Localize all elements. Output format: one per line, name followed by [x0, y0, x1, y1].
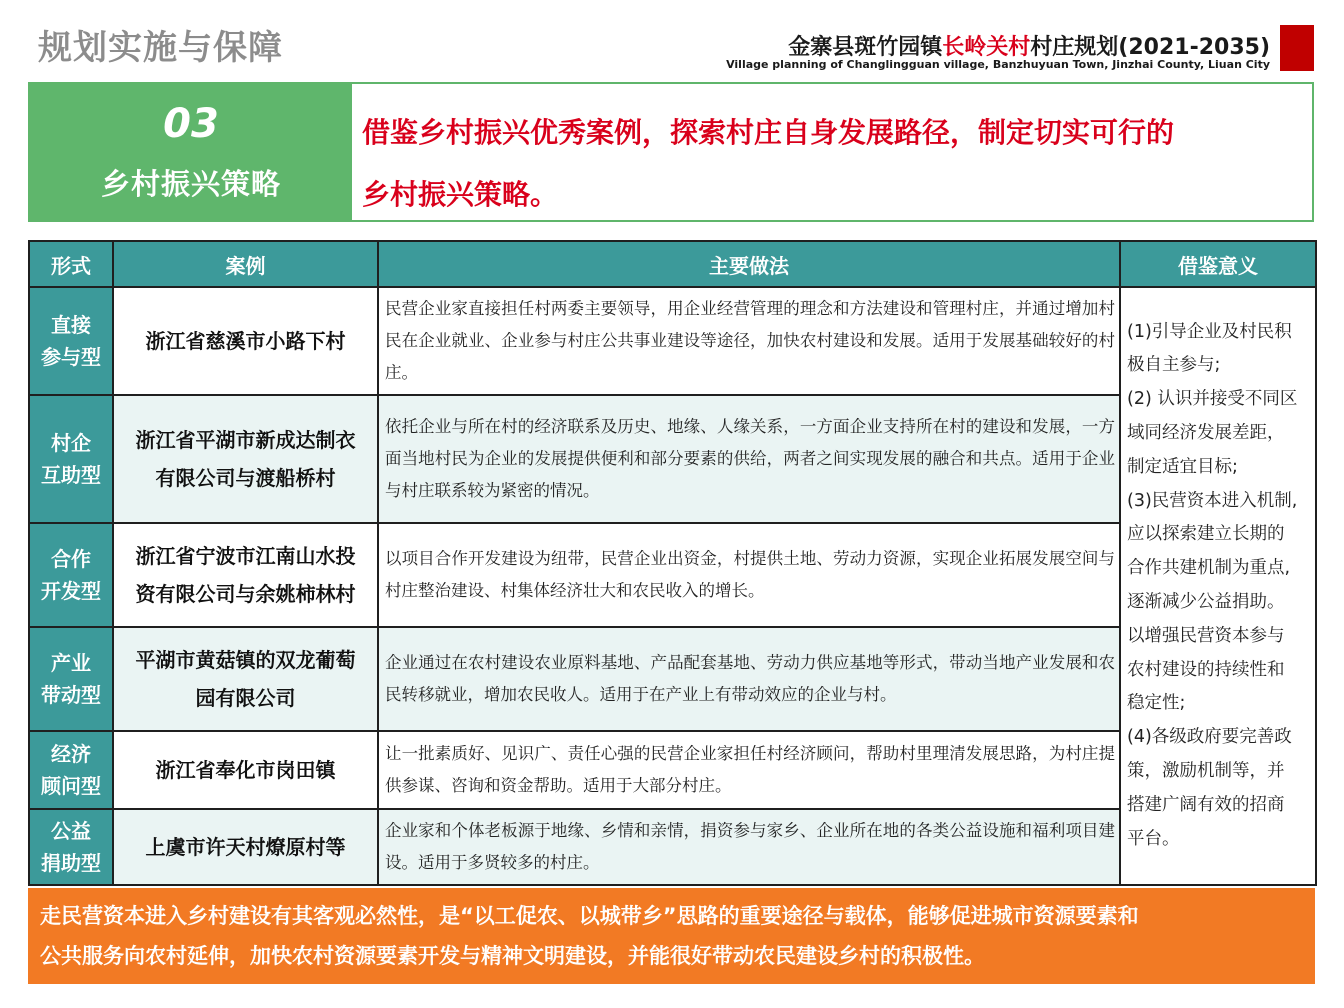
method-cell: 以项目合作开发建设为纽带，民营企业出资金，村提供土地、劳动力资源，实现企业拓展发展空间与村庄整治建设、村集体经济壮大和农民收入的增长。	[378, 523, 1120, 627]
case-line: 上虞市许天村燎原村等	[145, 835, 346, 859]
significance-line: 以增强民营资本参与	[1127, 625, 1285, 646]
form-line: 公益	[51, 819, 91, 843]
significance-line: 极自主参与;	[1127, 355, 1221, 376]
method-cell: 让一批素质好、见识广、责任心强的民营企业家担任村经济顾问，帮助村里理清发展思路，为村庄提供参谋、咨询和资金帮助。适用于大部分村庄。	[378, 731, 1120, 809]
significance-line: (1)引导企业及村民积	[1127, 321, 1292, 342]
significance-line: 应以探索建立长期的	[1127, 524, 1285, 545]
form-line: 经济	[51, 742, 91, 766]
case-cell	[113, 287, 378, 395]
strategy-number: 03	[163, 100, 219, 147]
significance-line: 搭建广阔有效的招商	[1127, 794, 1285, 815]
case-line: 平湖市黄菇镇的双龙葡萄	[135, 648, 356, 672]
strategy-statement-line: 乡村振兴策略。	[362, 178, 559, 211]
case-line: 园有限公司	[195, 686, 296, 710]
significance-line: 域同经济发展差距，	[1127, 423, 1285, 444]
form-cell	[29, 287, 113, 395]
strategy-label: 乡村振兴策略	[100, 166, 281, 201]
strategy-statement-line: 借鉴乡村振兴优秀案例，探索村庄自身发展路径，制定切实可行的	[362, 116, 1175, 149]
significance-line: 平台。	[1127, 828, 1180, 849]
case-line: 浙江省宁波市江南山水投	[135, 544, 356, 568]
form-line: 捐助型	[41, 851, 101, 875]
form-line: 带动型	[41, 683, 101, 707]
brand-red-block	[1280, 25, 1314, 71]
case-line: 浙江省平湖市新成达制衣	[135, 428, 356, 452]
significance-line: (2) 认识并接受不同区	[1127, 389, 1298, 410]
case-cell	[113, 809, 378, 885]
method-cell: 民营企业家直接担任村两委主要领导，用企业经营管理的理念和方法建设和管理村庄，并通过增加村民在企业就业、企业参与村庄公共事业建设等途径，加快农村建设和发展。适用于发展基础较好的村庄。	[378, 287, 1120, 395]
plan-title-village: 长岭关村	[942, 35, 1031, 60]
significance-cell	[1120, 287, 1316, 885]
form-cell	[29, 627, 113, 731]
plan-title	[788, 30, 1270, 61]
significance-line: (3)民营资本进入机制,	[1127, 490, 1298, 511]
form-cell	[29, 395, 113, 523]
method-cell: 依托企业与所在村的经济联系及历史、地缘、人缘关系，一方面企业支持所在村的建设和发展，一方面当地村民为企业的发展提供便利和部分要素的供给，两者之间实现发展的融合和共点。适用于企业与村庄联系较为紧密的情况。	[378, 395, 1120, 523]
case-cell	[113, 731, 378, 809]
column-header-significance: 借鉴意义	[1120, 241, 1316, 287]
significance-line: 稳定性;	[1127, 693, 1186, 714]
significance-line: 农村建设的持续性和	[1127, 659, 1285, 680]
significance-line: (4)各级政府要完善政	[1127, 727, 1292, 748]
form-line: 开发型	[41, 579, 101, 603]
case-table	[28, 240, 1317, 886]
form-cell	[29, 523, 113, 627]
table-row	[29, 287, 1316, 395]
case-cell	[113, 523, 378, 627]
column-header-method: 主要做法	[378, 241, 1120, 287]
form-line: 互助型	[41, 463, 101, 487]
case-line: 浙江省奉化市岗田镇	[155, 758, 336, 782]
strategy-statement	[352, 84, 1312, 220]
case-cell	[113, 627, 378, 731]
strategy-header	[28, 82, 1314, 222]
column-header-case: 案例	[113, 241, 378, 287]
column-header-form: 形式	[29, 241, 113, 287]
conclusion-banner	[28, 888, 1315, 984]
form-cell	[29, 809, 113, 885]
section-title: 规划实施与保障	[38, 28, 283, 68]
method-cell: 企业通过在农村建设农业原料基地、产品配套基地、劳动力供应基地等形式，带动当地产业发展和农民转移就业，增加农民收人。适用于在产业上有带动效应的企业与村。	[378, 627, 1120, 731]
strategy-badge	[30, 84, 352, 220]
form-line: 合作	[51, 547, 91, 571]
case-line: 有限公司与渡船桥村	[155, 466, 336, 490]
conclusion-line: 公共服务向农村延伸，加快农村资源要素开发与精神文明建设，并能很好带动农民建设乡村的积极性。	[40, 944, 985, 968]
case-line: 浙江省慈溪市小路下村	[145, 329, 346, 353]
table-header-row	[29, 241, 1316, 287]
form-line: 直接	[51, 313, 91, 337]
form-line: 参与型	[41, 345, 101, 369]
significance-line: 策，激励机制等，并	[1127, 760, 1285, 781]
case-line: 资有限公司与余姚柿林村	[135, 582, 356, 606]
significance-line: 制定适宜目标;	[1127, 456, 1238, 477]
plan-title-suffix: 村庄规划(2021-2035)	[1030, 35, 1270, 60]
plan-subtitle: Village planning of Changlingguan village, Banzhuyuan Town, Jinzhai County, Liuan City	[726, 58, 1270, 71]
form-line: 顾问型	[41, 774, 101, 798]
form-cell	[29, 731, 113, 809]
method-cell: 企业家和个体老板源于地缘、乡情和亲情，捐资参与家乡、企业所在地的各类公益设施和福利项目建设。适用于多贤较多的村庄。	[378, 809, 1120, 885]
case-cell	[113, 395, 378, 523]
significance-line: 逐渐减少公益捐助。	[1127, 592, 1285, 612]
plan-title-prefix: 金寨县斑竹园镇	[788, 35, 943, 60]
form-line: 村企	[51, 431, 91, 455]
form-line: 产业	[51, 651, 91, 675]
conclusion-line: 走民营资本进入乡村建设有其客观必然性，是“以工促农、以城带乡”思路的重要途径与载体，能够促进城市资源要素和	[40, 904, 1139, 928]
significance-line: 合作共建机制为重点,	[1127, 558, 1291, 579]
